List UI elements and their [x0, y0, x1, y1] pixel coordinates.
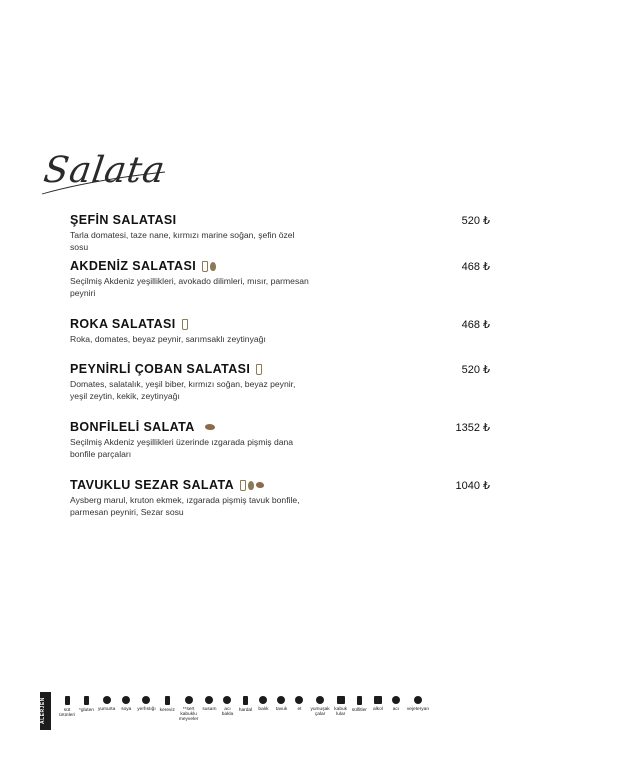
legend-label: acı bakla	[221, 707, 234, 717]
crustacean-icon	[337, 696, 345, 704]
legend-label: kereviz	[159, 708, 175, 713]
legend-label: yumuşak çalar	[310, 707, 330, 717]
legend-label: hardal	[238, 708, 253, 713]
legend-label: yerfıstığı	[137, 707, 156, 712]
legend-label: soya	[121, 707, 132, 712]
allergen-icons	[202, 261, 216, 272]
menu-item-description: Roka, domates, beyaz peynir, sarımsaklı zeytinyağı	[70, 334, 266, 344]
legend-label: alkol	[372, 707, 383, 712]
mustard-icon	[210, 262, 216, 271]
legend-label: kabuk lular	[334, 707, 348, 717]
chicken-icon	[277, 696, 285, 704]
menu-item-name: ROKA SALATASI	[70, 317, 188, 331]
legend-label: yumurta	[97, 707, 116, 712]
milk-bottle-icon	[182, 319, 188, 330]
fish-icon	[259, 696, 267, 704]
celery-icon	[165, 696, 170, 705]
menu-item-name: AKDENİZ SALATASI	[70, 259, 216, 273]
chili-icon	[392, 696, 400, 704]
legend-label: balık	[258, 707, 269, 712]
menu-item-price: 520 ₺	[461, 214, 490, 227]
legend-label: tavuk	[275, 707, 288, 712]
mollusc-icon	[316, 696, 324, 704]
menu-item-name: PEYNİRLİ ÇOBAN SALATASI	[70, 362, 262, 376]
menu-item-description: Tarla domatesi, taze nane, kırmızı marine soğan, şefin özel sosu	[70, 230, 295, 252]
legend-label: susam	[202, 707, 217, 712]
menu-item-price: 468 ₺	[461, 318, 490, 331]
milk-bottle-icon	[256, 364, 262, 375]
lupin-icon	[223, 696, 231, 704]
legend-label: **sert kabuklu meyveler	[178, 707, 199, 722]
menu-item	[70, 420, 490, 460]
legend-label: süt ürünleri	[59, 708, 75, 718]
wheat-icon	[84, 696, 89, 705]
section-title: Salata	[41, 150, 168, 191]
legend-label: sülfitler	[351, 708, 367, 713]
menu-item-price: 1352 ₺	[455, 421, 490, 434]
leaf-icon	[414, 696, 422, 704]
menu-item	[70, 362, 490, 402]
legend-label: acı	[392, 707, 400, 712]
legend-label: vejeteryan	[406, 707, 430, 712]
menu-item-price: 1040 ₺	[455, 479, 490, 492]
chicken-icon	[256, 482, 264, 488]
allergen-icons	[240, 480, 264, 491]
menu-item	[70, 478, 490, 518]
cocktail-icon	[374, 696, 382, 704]
menu-item-name: TAVUKLU SEZAR SALATA	[70, 478, 264, 492]
milk-bottle-icon	[65, 696, 70, 705]
menu-item	[70, 259, 490, 299]
allergen-icons	[205, 424, 215, 430]
soy-icon	[122, 696, 130, 704]
menu-item-description: Seçilmiş Akdeniz yeşillikleri, avokado dilimleri, mısır, parmesan peyniri	[70, 276, 309, 298]
menu-item-description: Seçilmiş Akdeniz yeşillikleri üzerinde ızgarada pişmiş dana bonfile parçaları	[70, 437, 294, 459]
allergen-legend-tab: ALERJEN	[40, 692, 51, 730]
allergen-icons	[256, 364, 262, 375]
menu-item	[70, 213, 490, 253]
legend-label: et	[297, 707, 302, 712]
tree-nut-icon	[185, 696, 193, 704]
menu-item-description: Domates, salatalık, yeşil biber, kırmızı soğan, beyaz peynir, yeşil zeytin, kekik, zeytinyağı	[70, 379, 296, 401]
meat-icon	[205, 424, 215, 430]
milk-bottle-icon	[202, 261, 208, 272]
legend-label: *gluten	[79, 708, 94, 713]
menu-item-price: 468 ₺	[461, 260, 490, 273]
allergen-legend	[40, 692, 500, 732]
mustard-icon	[243, 696, 248, 705]
peanut-icon	[142, 696, 150, 704]
menu-item	[70, 317, 490, 345]
menu-item-name: BONFİLELİ SALATA	[70, 420, 215, 434]
mustard-icon	[248, 481, 254, 490]
milk-bottle-icon	[240, 480, 246, 491]
title-swash-decoration	[40, 168, 170, 198]
egg-icon	[103, 696, 111, 704]
menu-item-price: 520 ₺	[461, 363, 490, 376]
sesame-icon	[205, 696, 213, 704]
sulphite-icon	[357, 696, 362, 705]
menu-item-name: ŞEFİN SALATASI	[70, 213, 177, 227]
menu-item-description: Aysberg marul, kruton ekmek, ızgarada pişmiş tavuk bonfile, parmesan peyniri, Sezar sosu	[70, 495, 300, 517]
meat-icon	[295, 696, 303, 704]
allergen-icons	[182, 319, 188, 330]
